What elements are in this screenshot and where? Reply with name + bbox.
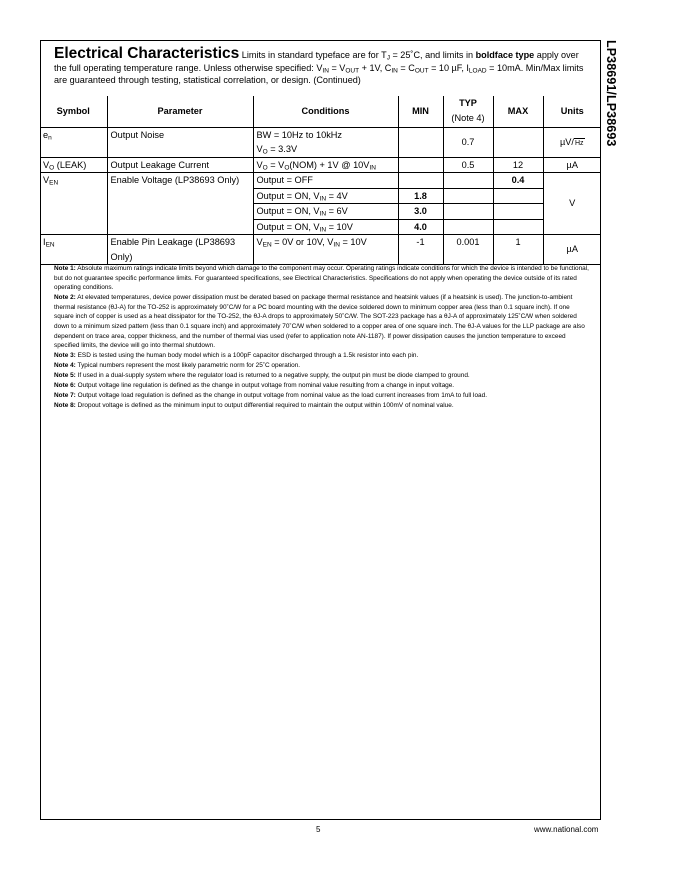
- heading-text: = 10 µF, I: [428, 63, 469, 73]
- typ-note: (Note 4): [451, 113, 485, 124]
- note-label: Note 4:: [54, 362, 76, 370]
- side-label-text: LP38691/LP38693: [604, 40, 618, 147]
- condition-sub: O: [284, 164, 290, 171]
- condition-sub: EN: [262, 241, 272, 249]
- heading-text: = 25˚C, and limits in: [389, 50, 476, 60]
- heading-text: Limits in standard typeface are for T: [241, 50, 387, 60]
- condition-sub: IN: [319, 210, 327, 218]
- max-cell: 12: [493, 157, 543, 173]
- conditions-cell: [253, 157, 398, 173]
- condition-sub: IN: [319, 195, 327, 202]
- max-cell: 1: [493, 235, 543, 265]
- section-title: Electrical Characteristics: [54, 45, 240, 62]
- heading-sub: IN: [391, 67, 398, 75]
- condition-text: = 6V: [326, 206, 348, 216]
- note-item: [54, 361, 590, 371]
- note-item: [54, 381, 590, 391]
- note-item: [54, 391, 590, 401]
- heading-text: = 10mA. Min/Max limits are guaranteed through testing, statistical correlation, or design. (Continued): [54, 63, 584, 86]
- min-cell: 4.0: [398, 219, 443, 235]
- max-cell: [493, 127, 543, 157]
- min-cell: [398, 157, 443, 173]
- conditions-cell: [253, 219, 398, 235]
- condition-text: = 10V: [326, 221, 353, 232]
- symbol: I: [43, 237, 46, 247]
- condition-sub: IN: [369, 164, 376, 171]
- note-label: Note 8:: [54, 402, 76, 410]
- electrical-characteristics-table: [40, 96, 601, 265]
- note-item: [54, 401, 590, 411]
- condition-line: BW = 10Hz to 10kHz: [256, 129, 343, 140]
- min-cell: [398, 127, 443, 157]
- typ-cell: 0.5: [443, 157, 493, 173]
- col-header-typ: [443, 96, 493, 127]
- conditions-cell: [253, 188, 398, 204]
- heading-text: = V: [328, 63, 346, 73]
- side-part-number-label: [603, 40, 619, 160]
- condition-text: V: [256, 159, 263, 170]
- symbol-cell: [40, 173, 107, 235]
- table-row: [40, 235, 601, 265]
- min-cell: 3.0: [398, 204, 443, 220]
- heading-bold: boldface type: [475, 50, 535, 60]
- heading-sub: IN: [322, 67, 329, 75]
- condition-text: = 10V: [339, 237, 367, 247]
- condition-text: V: [256, 237, 263, 247]
- table-row: [40, 173, 601, 189]
- note-text: Typical numbers represent the most likely parametric norm for 25˚C operation.: [77, 362, 301, 370]
- note-label: Note 5:: [54, 372, 76, 380]
- symbol-sub: EN: [45, 241, 55, 249]
- note-text: At elevated temperatures, device power dissipation must be derated based on package thermal resistance and heatsink values (if a heatsink is used). The junction-to-ambient thermal resistance (θJ-A) for the TO-252 is approximately 90˚C/W for a PC board mounting with the device soldered down to minimum copper area (less than 0.1 square inch). If one square inch of copper is used as a heat dissipator for the TO-252, the θJ-A drops to approximately 50˚C/W. The SOT-223 package has a θJ-A of approximately 125˚C/W when soldered down to a minimum sized pattern (less than 0.1 square inch) and approximately 70˚C/W when soldered to a copper area of one square inch. The θJ-A values for the LLP package are also dependent on trace area, copper thickness, and the number of thermal vias used (refer to application note AN-1187). If power dissipation causes the junction temperature to exceed specified limits, the device will go into thermal shutdown.: [54, 294, 585, 350]
- note-text: Dropout voltage is defined as the minimum input to output differential required to maintain the output within 100mV of nominal value.: [77, 402, 454, 410]
- heading-text: = C: [397, 63, 415, 73]
- max-cell: 0.4: [493, 173, 543, 189]
- note-text: Absolute maximum ratings indicate limits beyond which damage to the component may occur. Operating ratings indicate conditions for which the device is intended to be functional, but do not guarantee specific performance limits. For guaranteed specifications, see Electrical Characteristics. Specifications do not apply when operating the device outside of its rated operating conditions.: [54, 265, 589, 292]
- symbol-cell: [40, 157, 107, 173]
- note-item: [54, 351, 590, 361]
- conditions-cell: Output = OFF: [253, 173, 398, 189]
- table-row: [40, 157, 601, 173]
- note-text: Output voltage line regulation is defined as the change in output voltage from nominal value resulting from a change in input voltage.: [77, 382, 455, 390]
- heading-sub: OUT: [414, 67, 429, 75]
- heading-sub: LOAD: [468, 67, 487, 75]
- parameter-cell: Enable Voltage (LP38693 Only): [107, 173, 253, 235]
- heading-sub: OUT: [345, 67, 360, 75]
- note-label: Note 3:: [54, 352, 76, 360]
- table-header-row: [40, 96, 601, 127]
- note-label: Note 1:: [54, 265, 76, 272]
- typ-cell: [443, 188, 493, 204]
- condition-text: = 0V or 10V, V: [271, 237, 334, 247]
- section-heading: [54, 45, 590, 87]
- note-label: Note 6:: [54, 382, 76, 390]
- conditions-cell: [253, 204, 398, 220]
- symbol-sub: n: [48, 134, 52, 141]
- note-text: If used in a dual-supply system where the regulator load is returned to a negative supply, the output pin must be diode clamped to ground.: [77, 372, 470, 380]
- min-cell: [398, 173, 443, 189]
- units-cell: µA: [543, 235, 601, 265]
- condition-sub: O: [262, 148, 268, 156]
- typ-label: TYP: [459, 98, 477, 109]
- parameter-cell: Output Leakage Current: [107, 157, 253, 173]
- units-cell: [543, 127, 601, 157]
- condition-text: = V: [267, 159, 285, 170]
- typ-cell: [443, 219, 493, 235]
- sqrt-hz: Hz: [574, 139, 584, 147]
- symbol: V: [43, 159, 50, 170]
- col-header-max: MAX: [493, 96, 543, 127]
- symbol: V: [43, 175, 50, 185]
- min-cell: 1.8: [398, 188, 443, 204]
- symbol-cell: [40, 235, 107, 265]
- max-cell: [493, 204, 543, 220]
- condition-sub: IN: [333, 241, 340, 249]
- parameter-cell: Enable Pin Leakage (LP38693 Only): [107, 235, 253, 265]
- note-text: Output voltage load regulation is defined as the change in output voltage from nominal value as the load current increases from 1mA to full load.: [77, 392, 488, 400]
- condition-text: Output = ON, V: [256, 221, 320, 232]
- note-label: Note 2:: [54, 294, 76, 302]
- note-item: [54, 264, 590, 293]
- footer-divider: [40, 819, 601, 820]
- heading-text: + 1V, C: [359, 63, 392, 73]
- col-header-units: Units: [543, 96, 601, 127]
- typ-cell: 0.001: [443, 235, 493, 265]
- condition-text: Output = ON, V: [256, 206, 320, 216]
- typ-cell: 0.7: [443, 127, 493, 157]
- heading-text: apply over the full operating temperature range. Unless otherwise specified: V: [54, 50, 579, 73]
- col-header-conditions: Conditions: [253, 96, 398, 127]
- col-header-min: MIN: [398, 96, 443, 127]
- typ-cell: [443, 173, 493, 189]
- note-item: [54, 293, 590, 351]
- condition-sub: IN: [319, 226, 327, 233]
- notes-section: [54, 264, 590, 411]
- conditions-cell: [253, 235, 398, 265]
- parameter-cell: Output Noise: [107, 127, 253, 157]
- max-cell: [493, 219, 543, 235]
- conditions-cell: [253, 127, 398, 157]
- symbol-sub: O: [49, 164, 55, 171]
- min-cell: -1: [398, 235, 443, 265]
- max-cell: [493, 188, 543, 204]
- col-header-parameter: Parameter: [107, 96, 253, 127]
- symbol-cell: [40, 127, 107, 157]
- note-item: [54, 371, 590, 381]
- unit-text: µV/: [559, 136, 574, 147]
- note-label: Note 7:: [54, 392, 76, 400]
- condition-text: Output = ON, V: [256, 190, 320, 201]
- heading-sub: J: [386, 54, 390, 62]
- units-cell: µA: [543, 157, 601, 173]
- condition-text: = 3.3V: [267, 144, 298, 154]
- page-number: 5: [316, 825, 321, 834]
- typ-cell: [443, 204, 493, 220]
- symbol-suffix: (LEAK): [54, 159, 87, 170]
- symbol: e: [43, 129, 49, 140]
- note-text: ESD is tested using the human body model which is a 100pF capacitor discharged through a 1.5k resistor into each pin.: [77, 352, 419, 360]
- col-header-symbol: Symbol: [40, 96, 107, 127]
- condition-text: = 4V: [326, 190, 348, 201]
- condition-text: (NOM) + 1V @ 10V: [289, 159, 370, 170]
- symbol-sub: EN: [49, 179, 59, 187]
- footer-website: www.national.com: [534, 825, 599, 834]
- condition-sub: O: [262, 164, 268, 171]
- table-row: [40, 127, 601, 157]
- condition-text: V: [256, 144, 263, 154]
- units-cell: V: [543, 173, 601, 235]
